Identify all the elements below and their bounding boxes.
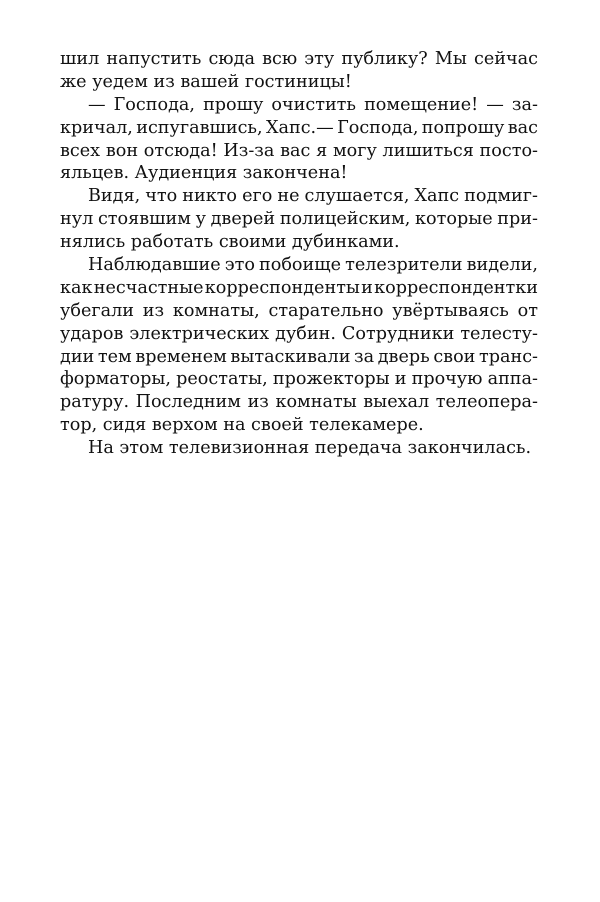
word: ратуру. [60,392,130,413]
word: за [354,346,375,367]
word: Из-за [223,140,275,161]
text-line [60,346,538,369]
word: Мы [434,49,467,69]
text-line [60,140,538,163]
word: напустить [106,49,202,69]
text-line: яльцев. Аудиенция закончена! [60,163,348,184]
word: временем [135,346,227,367]
text-line: нялись работать своими дубинками. [60,232,400,253]
word: испугавшись, [136,117,263,138]
word: у [195,209,206,230]
word: и [361,277,373,298]
word: прожекторы [272,369,390,390]
word: вас [280,140,311,161]
word: телесту- [460,323,538,344]
word: транс- [478,346,538,367]
word: прочую [411,369,483,390]
word: — [88,94,106,115]
word: слушается, [304,186,410,207]
word: полицейским, [279,209,411,230]
text-line: же уедем из вашей гостиницы! [60,71,352,92]
text-line: тор, сидя верхом на своей телекамере. [60,415,424,436]
word: корреспонденты [204,277,360,298]
word: нул [60,209,94,230]
word: подмиг- [464,186,538,207]
word: никто [182,186,238,207]
text-line [60,208,538,231]
text-line [60,254,538,277]
word: это [224,255,255,276]
word: стоявшим [97,209,191,230]
word: из [142,300,165,321]
word: всех [60,140,101,161]
text-line [60,300,538,323]
word: телеопера- [435,392,538,413]
text-line [60,323,538,346]
word: несчастные [93,277,204,298]
word: лишиться [382,140,474,161]
word: за- [511,94,538,115]
word: Сотрудники [341,323,455,344]
word: Хапс [414,186,460,207]
word: ударов [60,323,124,344]
word: дверь [377,346,430,367]
word: Видя, [88,186,141,207]
word: попрошу [421,117,505,138]
word: выехал [363,392,430,413]
word: кричал, [60,117,133,138]
word: Последним [135,392,241,413]
text-line [60,368,538,391]
word: реостаты, [176,369,268,390]
text-line [60,277,538,300]
word: прошу [203,94,264,115]
word: дубин. [275,323,336,344]
page-text [60,48,538,460]
word: корреспондентки [374,277,538,298]
word: Господа, [337,117,419,138]
word: шил [60,49,100,69]
word: вытаскивали [230,346,351,367]
word: аппа- [487,369,538,390]
text-line [60,94,538,117]
word: свои [433,346,476,367]
word: сюда [208,49,255,69]
word: при- [497,209,538,230]
text-line [60,391,538,414]
word: Господа, [113,94,195,115]
word: комнаты [275,392,357,413]
word: форматоры, [60,369,171,390]
word: дии [60,346,95,367]
word: и [394,369,407,390]
word: вас [507,117,538,138]
word: помещение! [364,94,479,115]
word: сейчас [473,49,538,69]
word: могу [332,140,377,161]
word: дверей [210,209,276,230]
word: — [486,94,504,115]
text-line [60,185,538,208]
word: отсюда! [143,140,218,161]
word: тем [97,346,132,367]
word: публику? [341,49,428,69]
word: что [145,186,178,207]
word: старательно [268,300,384,321]
word: всю [262,49,298,69]
word: телезрители [345,255,463,276]
word: видели, [466,255,538,276]
text-line [60,117,538,140]
word: из [247,392,269,413]
word: комнаты, [172,300,260,321]
word: убегали [60,300,134,321]
word: увёртываясь [392,300,509,321]
word: я [316,140,328,161]
word: побоище [259,255,342,276]
word: Хапс.— [265,117,334,138]
word: электрических [129,323,270,344]
word: которые [415,209,493,230]
word: как [60,277,93,298]
word: очистить [271,94,356,115]
text-line [60,48,538,71]
word: вон [105,140,139,161]
text-line: На этом телевизионная передача закончилась. [88,438,532,459]
word: от [517,300,538,321]
word: эту [304,49,335,69]
word: посто- [479,140,538,161]
word: не [277,186,300,207]
word: его [242,186,273,207]
word: Наблюдавшие [88,255,221,276]
